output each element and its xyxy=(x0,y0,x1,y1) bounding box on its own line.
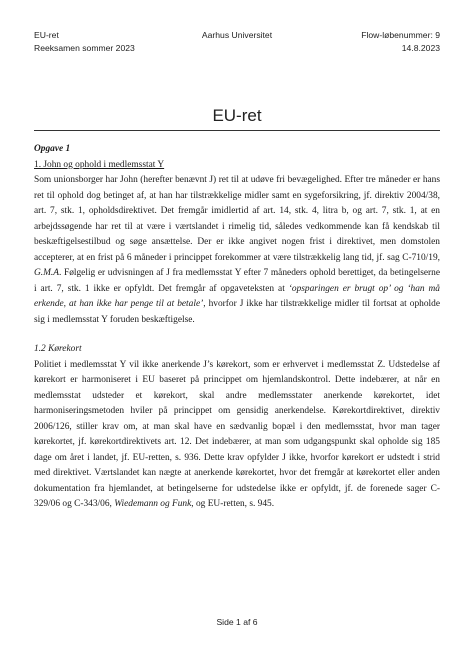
header-date: 14.8.2023 xyxy=(401,42,440,53)
section-2-heading: 1.2 Kørekort xyxy=(34,344,82,354)
s1-text-a: Som unionsborger har John (herefter benævnt J) ret til at udøve fri bevægelighed. Efter tre måneder er hans ret til ophold dog betinget af, at han har tilstrækkelige midler samt en sygeforsikring, jf. direktiv 2004/38, art. 7, stk. 1, opholdsdirektivet. Det fremgår imidlertid af art. 14, stk. 4, litra b, og art. 7, stk. 1, at en arbejdssøgende har ret til at være i værtslandet i rimelig tid, således vedkommende kan få kendskab til beskæftigelsestilbud og søge ansættelse. Der er ikke angivet nogen frist i direktivet, men domstolen accepterer, at en frist på 6 måneder i princippet forekommer at være tilstrækkelig lang tid, jf. sag C-710/19, xyxy=(34,175,440,263)
section-1-paragraph xyxy=(34,173,440,328)
header-university: Aarhus Universitet xyxy=(201,30,273,40)
document-body xyxy=(34,142,440,513)
document-title: EU-ret xyxy=(212,106,262,125)
section-2-paragraph xyxy=(34,358,440,513)
s2-text-b: , og EU-retten, s. 945. xyxy=(191,499,275,509)
header-flow-number: Flow-løbenummer: 9 xyxy=(361,30,440,40)
s1-quote: ‘opsparingen er brugt op’ og ‘han må erkende, at han ikke har penge til at betale’ xyxy=(34,283,440,309)
title-divider xyxy=(34,130,440,131)
s1-case-name: G.M.A xyxy=(34,268,59,278)
header-course: EU-ret xyxy=(34,30,59,40)
s1-text-c: , hvorfor J ikke har tilstrækkelige midler til fortsat at opholde sig i medlemsstat Y foruden beskæftigelse. xyxy=(34,299,440,325)
s2-text-a: Politiet i medlemsstat Y vil ikke anerkende J’s kørekort, som er erhvervet i medlemsstat Z. Udstedelse af kørekort er harmoniseret i EU baseret på princippet om hjemlandskontrol. Dette indebærer, at når en medlemsstat udsteder et kørekort, skal andre medlemsstater anerkende kørekortet, idet harmoniseringsmetoden hviler på princippet om gensidig anerkendelse. Kørekortdirektivet, direktiv 2006/126, stiller krav om, at man skal have en sædvanlig bopæl i den medlemsstat, hvor man tager kørekortet, jf. kørekortdirektivets art. 12. Det indebærer, at man som udgangspunkt skal opholde sig 185 dage om året i landet, jf. EU-retten, s. 936. Dette krav opfylder J ikke, hvorfor kørekort er udstedt i strid med direktivet. Værtslandet kan nægte at anerkende kørekortet, hvor det fremgår at kørekortet eller anden dokumentation fra hjemlandet, at betingelserne for udstedelse ikke er opfyldt, jf. de forenede sager C-329/06 og C-343/06, xyxy=(34,359,440,509)
page-header xyxy=(34,29,440,54)
opgave-heading: Opgave 1 xyxy=(34,144,71,154)
s2-case-name: Wiedemann og Funk xyxy=(114,499,192,509)
page-number: Side 1 af 6 xyxy=(216,617,258,627)
s1-text-b: . Følgelig er udvisningen af J fra medlemsstat Y efter 7 måneders ophold berettiget, da betingelserne i art. 7, stk. 1 ikke er opfyldt. Det fremgår af opgaveteksten at xyxy=(34,268,440,294)
header-exam: Reeksamen sommer 2023 xyxy=(34,42,135,53)
section-1-heading: 1. John og ophold i medlemsstat Y xyxy=(34,159,165,170)
